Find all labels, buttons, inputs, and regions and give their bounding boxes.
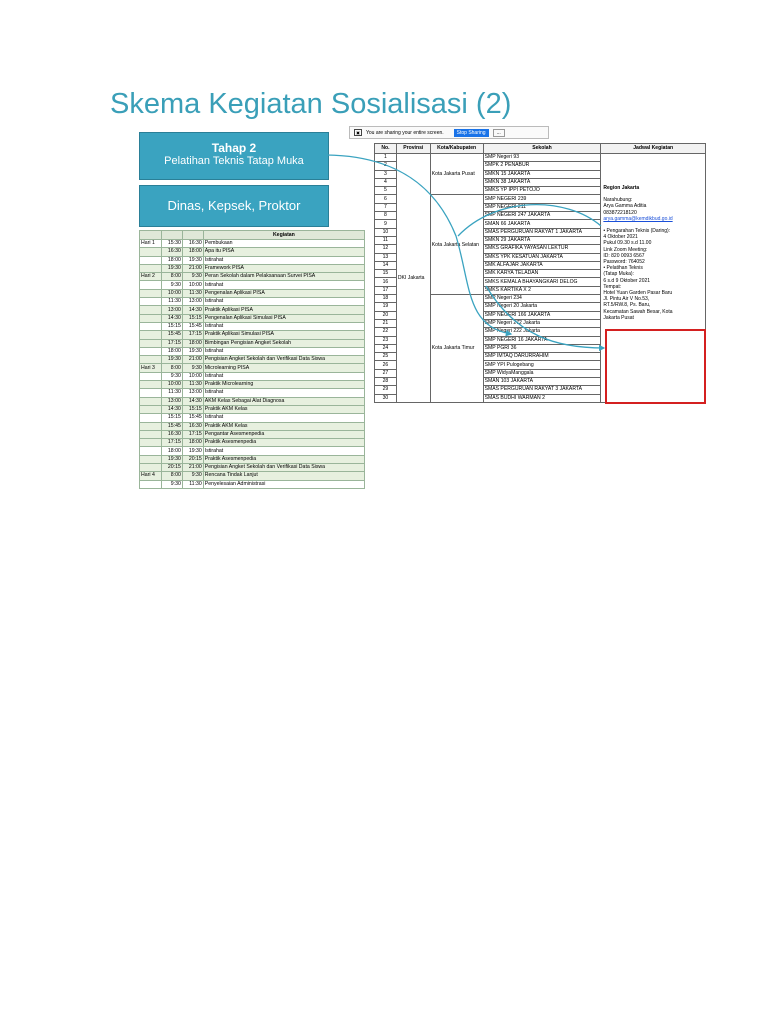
kota-cell: Kota Jakarta Pusat <box>430 154 483 195</box>
schedule-start: 17:15 <box>162 439 183 447</box>
schedule-row <box>140 372 365 380</box>
tahap-box <box>139 132 329 180</box>
school-name: SMP NEGERI 166 JAKARTA <box>483 311 601 319</box>
peserta-box: Dinas, Kepsek, Proktor <box>139 185 329 227</box>
jadwal-line: Tempat: <box>603 283 622 290</box>
schedule-end: 10:00 <box>182 281 203 289</box>
screen-share-icon: ▣ <box>354 129 362 136</box>
schedule-start: 9:30 <box>162 281 183 289</box>
schedule-end: 20:15 <box>182 455 203 463</box>
tahap-label: Tahap 2 <box>211 141 257 155</box>
schedule-end: 16:30 <box>182 422 203 430</box>
jadwal-line: Kecamatan Sawah Besar, Kota <box>603 308 673 315</box>
schedule-day <box>140 455 162 463</box>
schedule-day <box>140 372 162 380</box>
schedule-end: 11:30 <box>182 381 203 389</box>
schedule-start: 13:00 <box>162 306 183 314</box>
schedule-activity: AKM Kelas Sebagai Alat Diagnosa <box>203 397 364 405</box>
schedule-end: 21:00 <box>182 264 203 272</box>
school-no: 15 <box>375 270 397 278</box>
schedule-day <box>140 331 162 339</box>
schedule-start: 19:30 <box>162 455 183 463</box>
school-name: SMP NEGERI 16 JAKARTA <box>483 336 601 344</box>
jadwal-line: Pukul 09.30 s.d 11.00 <box>603 240 652 247</box>
schedule-row <box>140 356 365 364</box>
jadwal-line: 083872218120 <box>603 209 637 216</box>
slide <box>96 86 742 487</box>
schedule-activity: Istirahat <box>203 389 364 397</box>
school-no: 23 <box>375 336 397 344</box>
jadwal-line: Jl. Pintu Air V No.53, <box>603 296 650 303</box>
jadwal-line: Narahubung: <box>603 197 633 204</box>
jadwal-line: Arya Gamma Aditia <box>603 203 647 210</box>
school-no: 25 <box>375 353 397 361</box>
schedule-row <box>140 447 365 455</box>
schedule-activity: Istirahat <box>203 281 364 289</box>
schedule-end: 13:00 <box>182 389 203 397</box>
schedule-header-day <box>140 231 162 240</box>
schedule-day <box>140 464 162 472</box>
school-no: 24 <box>375 344 397 352</box>
school-no: 2 <box>375 162 397 170</box>
schedule-activity: Microlearning PISA <box>203 364 364 372</box>
schedule-end: 15:15 <box>182 314 203 322</box>
schedule-activity: Praktik Asesmenpedia <box>203 455 364 463</box>
school-name: SMKN 38 JAKARTA <box>483 178 601 186</box>
schedule-row <box>140 256 365 264</box>
schedule-row <box>140 314 365 322</box>
schedule-header-end <box>182 231 203 240</box>
school-name: SMAN 103 JAKARTA <box>483 378 601 386</box>
school-no: 28 <box>375 378 397 386</box>
schedule-start: 15:45 <box>162 331 183 339</box>
school-name: SMKS GRAFIKA YAYASAN LEKTUR <box>483 245 601 253</box>
schedule-activity: Istirahat <box>203 414 364 422</box>
school-name: SMK KARYA TELADAN <box>483 270 601 278</box>
schedule-end: 10:00 <box>182 372 203 380</box>
schedule-start: 8:00 <box>162 472 183 480</box>
school-name: SMP Negeri 20 Jakarta <box>483 303 601 311</box>
school-name: SMP NEGERI 239 <box>483 195 601 203</box>
schedule-day <box>140 480 162 488</box>
school-name: SMP Negeri 234 <box>483 295 601 303</box>
schedule-start: 19:30 <box>162 264 183 272</box>
school-header-row <box>375 144 706 154</box>
school-name: SMAS PERGURUAN RAKYAT 3 JAKARTA <box>483 386 601 394</box>
schedule-row <box>140 264 365 272</box>
school-name: SMAN 66 JAKARTA <box>483 220 601 228</box>
schedule-day <box>140 298 162 306</box>
schedule-end: 9:30 <box>182 364 203 372</box>
schedule-row <box>140 347 365 355</box>
school-no: 21 <box>375 319 397 327</box>
schedule-day <box>140 397 162 405</box>
school-name: SMKN 15 JAKARTA <box>483 170 601 178</box>
schedule-day <box>140 339 162 347</box>
school-name: SMPK 2 PENABUR <box>483 162 601 170</box>
schedule-activity: Istirahat <box>203 347 364 355</box>
schedule-start: 15:15 <box>162 322 183 330</box>
schedule-start: 18:00 <box>162 447 183 455</box>
school-row <box>375 154 706 162</box>
jadwal-line: ID: 820 0093 6567 <box>603 252 645 259</box>
schedule-start: 8:00 <box>162 273 183 281</box>
screen-sharing-bar <box>349 126 549 139</box>
schedule-table <box>139 230 365 489</box>
schedule-start: 19:30 <box>162 356 183 364</box>
jadwal-line: (Tatap Muka): <box>603 271 634 278</box>
schedule-body <box>140 240 365 489</box>
schedule-end: 17:15 <box>182 430 203 438</box>
jadwal-line: Password: 764052 <box>603 259 645 266</box>
jadwal-line: 6 s.d 9 Oktober 2021 <box>603 277 651 284</box>
schedule-end: 9:30 <box>182 472 203 480</box>
school-no: 7 <box>375 203 397 211</box>
schedule-start: 16:30 <box>162 430 183 438</box>
schedule-row <box>140 331 365 339</box>
school-name: SMKS YP IPPI PETOJO <box>483 187 601 195</box>
schedule-activity: Peran Sekolah dalam Pelaksanaan Survei PISA <box>203 273 364 281</box>
schedule-row <box>140 464 365 472</box>
schedule-end: 16:30 <box>182 240 203 248</box>
sharing-message: You are sharing your entire screen. <box>366 129 444 136</box>
schedule-header-start <box>162 231 183 240</box>
school-name: SMKN 29 JAKARTA <box>483 236 601 244</box>
schedule-start: 17:15 <box>162 339 183 347</box>
schedule-activity: Praktik AKM Kelas <box>203 405 364 413</box>
schedule-end: 18:00 <box>182 248 203 256</box>
school-no: 19 <box>375 303 397 311</box>
school-no: 8 <box>375 212 397 220</box>
schedule-day: Hari 4 <box>140 472 162 480</box>
school-name: SMP YPI Pulogebang <box>483 361 601 369</box>
jadwal-line: Jakarta Pusat <box>603 314 634 321</box>
schedule-day <box>140 356 162 364</box>
schedule-row <box>140 439 365 447</box>
jadwal-line[interactable]: arya.gamma@kemdikbud.go.id <box>603 215 673 222</box>
schedule-day <box>140 447 162 455</box>
schedule-row <box>140 289 365 297</box>
jadwal-line: • Pengarahan Teknis (Daring): <box>603 228 671 235</box>
school-name: SMAS PERGURUAN RAKYAT 1 JAKARTA <box>483 228 601 236</box>
schedule-row <box>140 240 365 248</box>
school-no: 16 <box>375 278 397 286</box>
schedule-day <box>140 306 162 314</box>
schedule-row <box>140 472 365 480</box>
header-kota: Kota/Kabupaten <box>430 144 483 154</box>
school-no: 1 <box>375 154 397 162</box>
jadwal-line: RT.5/RW.8, Ps. Baru, <box>603 302 651 309</box>
schedule-end: 13:00 <box>182 298 203 306</box>
jadwal-line: 4 Oktober 2021 <box>603 234 638 241</box>
schedule-activity: Pengisian Angket Sekolah dan Verifikasi Data Siswa <box>203 356 364 364</box>
school-no: 10 <box>375 228 397 236</box>
schedule-day: Hari 1 <box>140 240 162 248</box>
schedule-end: 15:45 <box>182 322 203 330</box>
schedule-end: 14:30 <box>182 397 203 405</box>
schedule-end: 19:30 <box>182 347 203 355</box>
school-no: 12 <box>375 245 397 253</box>
school-name: SMKS YPK KESATUAN JAKARTA <box>483 253 601 261</box>
school-name: SMP Negeri 272 Jakarta <box>483 319 601 327</box>
highlight-box <box>605 329 706 404</box>
schedule-start: 11:30 <box>162 298 183 306</box>
schedule-end: 11:30 <box>182 289 203 297</box>
schedule-row <box>140 389 365 397</box>
school-name: SMP Negeri 222 Jakarta <box>483 328 601 336</box>
schedule-end: 18:00 <box>182 339 203 347</box>
school-no: 6 <box>375 195 397 203</box>
jadwal-line: Link Zoom Meeting: <box>603 246 648 253</box>
schedule-day <box>140 289 162 297</box>
schedule-activity: Praktik Aplikasi Simulasi PISA <box>203 331 364 339</box>
school-no: 17 <box>375 286 397 294</box>
schedule-activity: Apa itu PISA <box>203 248 364 256</box>
school-name: SMK ALFAJAR JAKARTA <box>483 261 601 269</box>
schedule-start: 15:45 <box>162 422 183 430</box>
header-jadwal: Jadwal Kegiatan <box>601 144 706 154</box>
slide-title: Skema Kegiatan Sosialisasi (2) <box>110 88 512 120</box>
schedule-row <box>140 281 365 289</box>
schedule-activity: Rencana Tindak Lanjut <box>203 472 364 480</box>
school-no: 20 <box>375 311 397 319</box>
schedule-day <box>140 381 162 389</box>
school-name: SMP Negeri 93 <box>483 154 601 162</box>
schedule-activity: Praktik Aplikasi PISA <box>203 306 364 314</box>
schedule-start: 18:00 <box>162 256 183 264</box>
schedule-start: 10:00 <box>162 381 183 389</box>
schedule-row <box>140 339 365 347</box>
schedule-start: 14:30 <box>162 405 183 413</box>
school-no: 29 <box>375 386 397 394</box>
schedule-activity: Praktik AKM Kelas <box>203 422 364 430</box>
schedule-day <box>140 314 162 322</box>
header-no: No. <box>375 144 397 154</box>
schedule-end: 18:00 <box>182 439 203 447</box>
schedule-day <box>140 439 162 447</box>
school-name: SMKS KARTIKA X 2 <box>483 286 601 294</box>
schedule-end: 21:00 <box>182 464 203 472</box>
schedule-start: 9:30 <box>162 372 183 380</box>
schedule-end: 21:00 <box>182 356 203 364</box>
school-no: 27 <box>375 369 397 377</box>
school-no: 22 <box>375 328 397 336</box>
schedule-start: 14:30 <box>162 314 183 322</box>
schedule-activity: Istirahat <box>203 447 364 455</box>
schedule-end: 15:15 <box>182 405 203 413</box>
schedule-activity: Praktik Asesmenpedia <box>203 439 364 447</box>
schedule-row <box>140 397 365 405</box>
schedule-day <box>140 389 162 397</box>
school-name: SMP PGRI 36 <box>483 344 601 352</box>
schedule-end: 14:30 <box>182 306 203 314</box>
schedule-day <box>140 256 162 264</box>
schedule-start: 11:30 <box>162 389 183 397</box>
school-name: SMP NEGERI 211 <box>483 203 601 211</box>
header-provinsi: Provinsi <box>396 144 430 154</box>
schedule-day <box>140 281 162 289</box>
school-name: SMP NEGERI 247 JAKARTA <box>483 212 601 220</box>
schedule-start: 15:15 <box>162 414 183 422</box>
provinsi-cell: DKI Jakarta <box>396 154 430 403</box>
schedule-start: 9:30 <box>162 480 183 488</box>
school-name: SMAS BUDHI WARMAN 2 <box>483 394 601 402</box>
schedule-activity: Pengantar Asesmenpedia <box>203 430 364 438</box>
schedule-end: 9:30 <box>182 273 203 281</box>
header-sekolah: Sekolah <box>483 144 601 154</box>
schedule-activity: Penyelesaian Administrasi <box>203 480 364 488</box>
schedule-row <box>140 405 365 413</box>
schedule-row <box>140 414 365 422</box>
school-no: 4 <box>375 178 397 186</box>
schedule-day <box>140 414 162 422</box>
jadwal-line: Region Jakarta <box>603 185 640 191</box>
tahap-subtitle: Pelatihan Teknis Tatap Muka <box>164 155 304 167</box>
schedule-start: 10:00 <box>162 289 183 297</box>
schedule-start: 13:00 <box>162 397 183 405</box>
schedule-start: 15:30 <box>162 240 183 248</box>
schedule-activity: Bimbingan Pengisian Angket Sekolah <box>203 339 364 347</box>
schedule-activity: Pengenalan Aplikasi PISA <box>203 289 364 297</box>
schedule-activity: Pengisian Angket Sekolah dan Verifikasi Data Siswa <box>203 464 364 472</box>
schedule-row <box>140 364 365 372</box>
schedule-end: 11:30 <box>182 480 203 488</box>
schedule-row <box>140 306 365 314</box>
jadwal-line: Hotel Yuan Garden Pasar Baru <box>603 290 673 297</box>
schedule-day <box>140 322 162 330</box>
schedule-activity: Framework PISA <box>203 264 364 272</box>
schedule-end: 15:45 <box>182 414 203 422</box>
schedule-activity: Istirahat <box>203 322 364 330</box>
schedule-row <box>140 273 365 281</box>
school-no: 18 <box>375 295 397 303</box>
school-no: 3 <box>375 170 397 178</box>
schedule-start: 16:30 <box>162 248 183 256</box>
stop-sharing-button[interactable]: Stop Sharing <box>454 129 489 137</box>
school-no: 13 <box>375 253 397 261</box>
schedule-row <box>140 480 365 488</box>
schedule-day <box>140 264 162 272</box>
schedule-row <box>140 455 365 463</box>
schedule-activity: Istirahat <box>203 298 364 306</box>
school-no: 9 <box>375 220 397 228</box>
schedule-day: Hari 2 <box>140 273 162 281</box>
school-no: 11 <box>375 236 397 244</box>
school-name: SMP IMTAQ DARURRAHIM <box>483 353 601 361</box>
kota-cell: Kota Jakarta Timur <box>430 295 483 403</box>
schedule-row <box>140 298 365 306</box>
kota-cell: Kota Jakarta Selatan <box>430 195 483 295</box>
schedule-start: 8:00 <box>162 364 183 372</box>
schedule-day <box>140 347 162 355</box>
school-name: SMP WidyaManggala <box>483 369 601 377</box>
jadwal-line: • Pelatihan Teknis <box>603 265 643 272</box>
schedule-row <box>140 422 365 430</box>
schedule-activity: Pembukaan <box>203 240 364 248</box>
school-name: SMKS KEMALA BHAYANGKARI DELOG <box>483 278 601 286</box>
minimize-button[interactable]: ... <box>493 129 505 137</box>
schedule-start: 18:00 <box>162 347 183 355</box>
schedule-day: Hari 3 <box>140 364 162 372</box>
schedule-end: 19:30 <box>182 256 203 264</box>
schedule-start: 20:15 <box>162 464 183 472</box>
schedule-activity: Praktik Microlearning <box>203 381 364 389</box>
schedule-row <box>140 381 365 389</box>
school-no: 30 <box>375 394 397 402</box>
schedule-day <box>140 405 162 413</box>
schedule-end: 17:15 <box>182 331 203 339</box>
school-no: 14 <box>375 261 397 269</box>
schedule-day <box>140 430 162 438</box>
schedule-row <box>140 430 365 438</box>
schedule-row <box>140 248 365 256</box>
school-no: 5 <box>375 187 397 195</box>
schedule-day <box>140 422 162 430</box>
school-no: 26 <box>375 361 397 369</box>
schedule-end: 19:30 <box>182 447 203 455</box>
schedule-activity: Istirahat <box>203 372 364 380</box>
schedule-header-row <box>140 231 365 240</box>
schedule-day <box>140 248 162 256</box>
schedule-header-activity: Kegiatan <box>203 231 364 240</box>
schedule-activity: Pengenalan Aplikasi Simulasi PISA <box>203 314 364 322</box>
schedule-row <box>140 322 365 330</box>
schedule-activity: Istirahat <box>203 256 364 264</box>
